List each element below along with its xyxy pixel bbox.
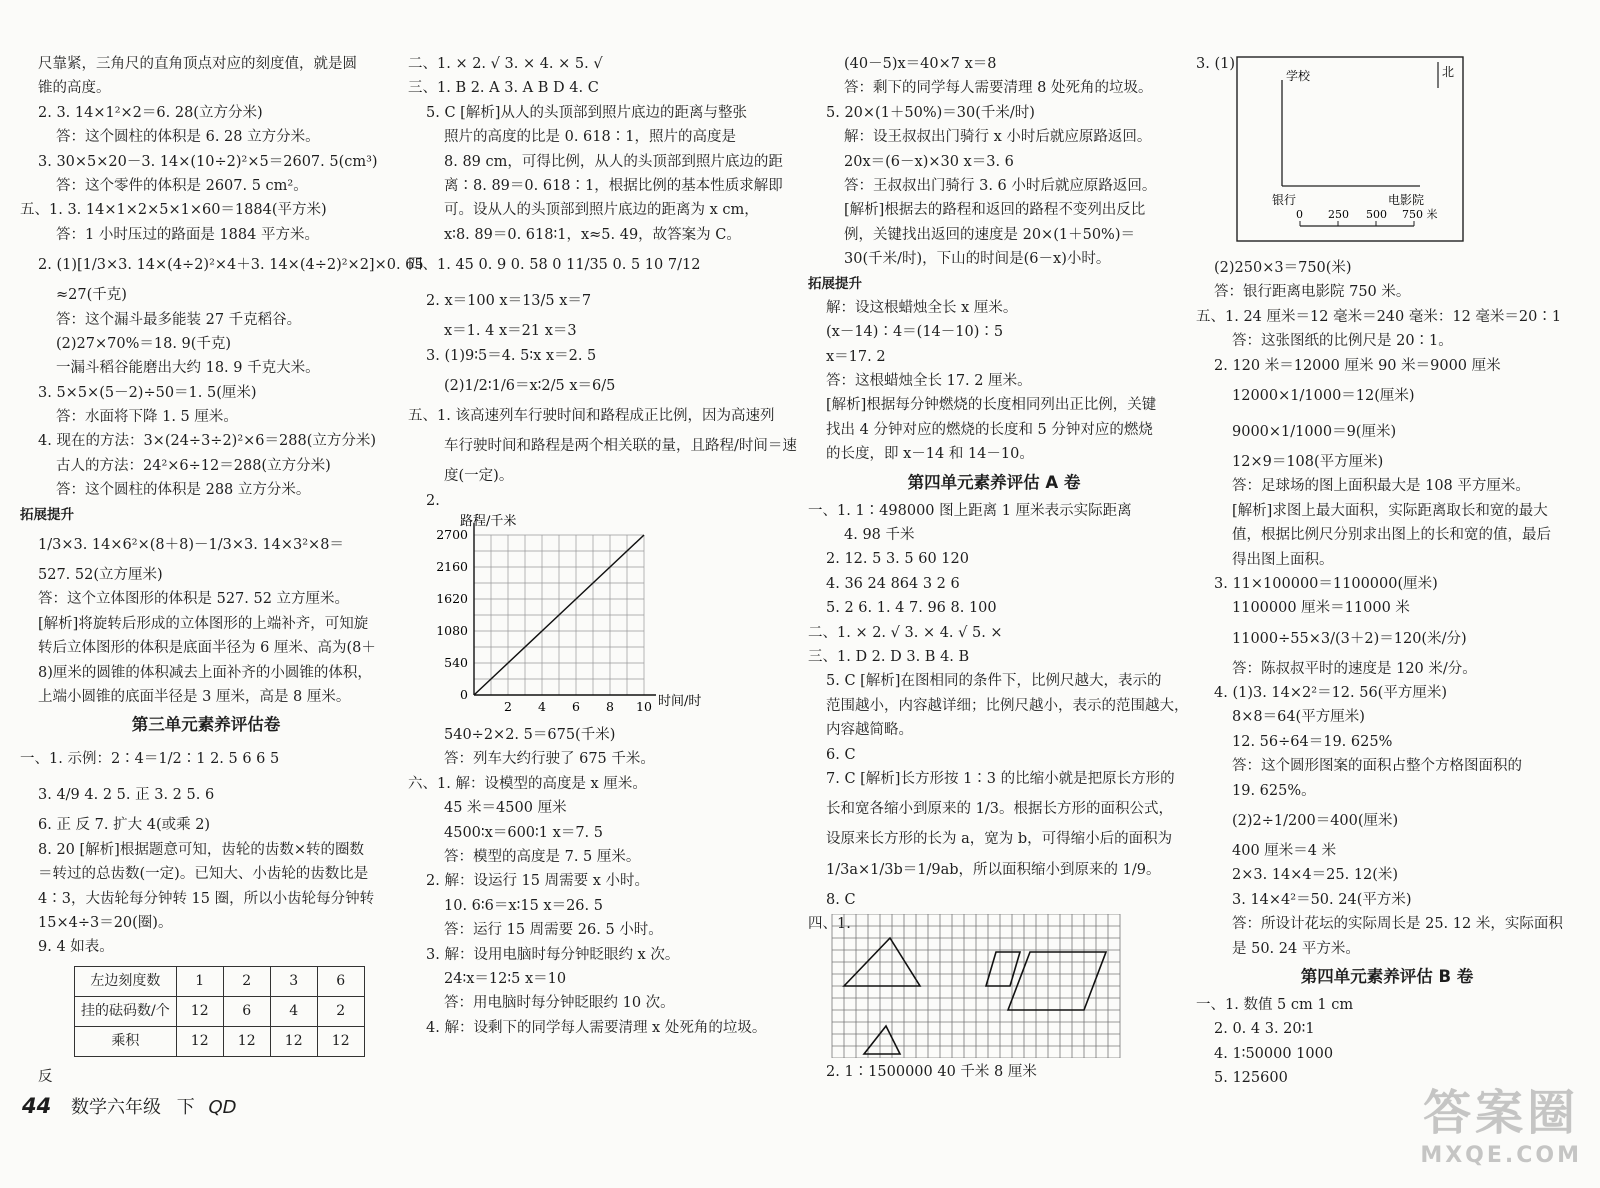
- text-line: 45 米＝4500 厘米: [444, 800, 567, 817]
- text-line: 尺靠紧，三角尺的直角顶点对应的刻度值，就是圆: [38, 56, 357, 72]
- parallelogram-small: [986, 952, 1020, 986]
- text-line: 2. x＝100 x＝13/5 x＝7: [426, 293, 592, 310]
- chart-marks: [436, 523, 656, 714]
- text-line: 12×9＝108(平方厘米): [1232, 453, 1384, 470]
- y-tick-label: 1620: [436, 591, 468, 607]
- table-cell: 2: [317, 996, 364, 1026]
- book-edition: QD: [208, 1097, 237, 1118]
- text-line: 15×4÷3＝20(圈)。: [38, 914, 173, 931]
- analysis-line: 值，根据比例尺分别求出图上的长和宽的值，最后: [1232, 527, 1551, 544]
- table-row: [75, 1026, 365, 1056]
- text-line: 4. (1)3. 14×2²＝12. 56(平方厘米): [1214, 685, 1447, 702]
- text-line: 解：设王叔叔出门骑行 x 小时后就应原路返回。: [844, 129, 1152, 146]
- analysis-line: 8)厘米的圆锥的体积减去上面补齐的小圆锥的体积，: [38, 664, 372, 681]
- text-line: 3. 5×5×(5－2)÷50＝1. 5(厘米): [38, 384, 257, 401]
- text-line: 答：水面将下降 1. 5 厘米。: [56, 409, 238, 426]
- text-line: 1/3×3. 14×6²×(8＋8)－1/3×3. 14×3²×8＝: [38, 537, 344, 554]
- text-line: (x－14)∶4＝(14－10)∶5: [826, 324, 1004, 341]
- text-line: 答：这个圆柱的体积是 288 立方分米。: [56, 482, 311, 499]
- text-line: 车行驶时间和路程是两个相关联的量，且路程/时间＝速: [444, 438, 797, 455]
- section-title: 第三单元素养评估卷: [131, 715, 281, 735]
- analysis-line: 可。设从人的头顶部到照片底边的距离为 x cm，: [444, 202, 759, 219]
- analysis-line: 范围越小，内容越详细；比例尺越小，表示的范围越大，: [826, 697, 1189, 714]
- map-school: 学校: [1286, 69, 1311, 83]
- text-line: 度(一定)。: [444, 468, 514, 485]
- table-cell: 12: [270, 1026, 317, 1056]
- y-tick-label: 1080: [436, 623, 468, 639]
- map-bank: 银行: [1272, 193, 1297, 207]
- text-line: 答：这个圆柱的体积是 6. 28 立方分米。: [56, 129, 320, 146]
- analysis-line: 照片的高度的比是 0. 618∶1，照片的高度是: [444, 129, 736, 146]
- text-line: 2. 解：设运行 15 周需要 x 小时。: [426, 873, 650, 890]
- chart-ylabel: 路程/千米: [460, 514, 517, 530]
- chart-xlabel: 时间/时: [658, 694, 702, 710]
- table-cell: 6: [223, 996, 270, 1026]
- text-line: 五、1. 该高速列车行驶时间和路程成正比例，因为高速列: [408, 407, 775, 424]
- text-line: 一漏斗稻谷能磨出大约 18. 9 千克大米。: [56, 360, 320, 377]
- text-line: 2. 120 米＝12000 厘米 90 米＝9000 厘米: [1214, 357, 1501, 374]
- text-line: 8. 20 [解析]根据题意可知，齿轮的齿数×转的圈数: [38, 841, 364, 858]
- text-line: 8×8＝64(平方厘米): [1232, 709, 1365, 726]
- analysis-line: 上端小圆锥的底面半径是 3 厘米，高是 8 厘米。: [38, 688, 351, 705]
- analysis-line: 长和宽各缩小到原来的 1/3。根据长方形的面积公式，: [826, 801, 1173, 818]
- analysis-line: 8. 89 cm，可得比例，从人的头顶部到照片底边的距: [444, 153, 783, 170]
- analysis-line: 1/3a×1/3b＝1/9ab，所以面积缩小到原来的 1/9。: [826, 861, 1161, 878]
- parallelogram-large: [1008, 952, 1106, 1010]
- text-line: 5. 125600: [1214, 1070, 1288, 1087]
- y-tick-label: 540: [444, 655, 468, 671]
- grid-drawing: [828, 914, 1128, 1058]
- text-line: 2. 12. 5 3. 5 60 120: [826, 551, 969, 568]
- page-number: 44: [22, 1094, 52, 1118]
- text-line: 3. 14×4²＝50. 24(平方米): [1232, 891, 1412, 908]
- text-line: 6. C: [826, 746, 856, 763]
- text-line: 10. 6∶6＝x∶15 x＝26. 5: [444, 897, 603, 914]
- x-tick-label: 2: [504, 699, 512, 715]
- text-line: 3. 4/9 4. 2 5. 正 3. 2 5. 6: [38, 787, 215, 804]
- book-title: 数学六年级: [70, 1097, 161, 1118]
- section-title: 第四单元素养评估 B 卷: [1300, 966, 1474, 986]
- text-line: 4500∶x＝600∶1 x＝7. 5: [444, 824, 603, 841]
- column-4: [1196, 52, 1578, 1091]
- text-line: 答：陈叔叔平时的速度是 120 米/分。: [1232, 660, 1477, 677]
- watermark-site: MXQE.COM: [1420, 1143, 1582, 1168]
- text-line: 三、1. D 2. D 3. B 4. B: [808, 648, 970, 665]
- analysis-line: 例，关键找出返回的速度是 20×(1＋50%)＝: [844, 226, 1135, 243]
- text-line: 24∶x＝12∶5 x＝10: [444, 970, 567, 987]
- text-line: 四、1.: [808, 916, 851, 933]
- text-line: 答：这个漏斗最多能装 27 千克稻谷。: [56, 311, 302, 328]
- text-line: 二、1. × 2. √ 3. × 4. √ 5. ×: [808, 624, 1003, 641]
- text-line: 20x＝(6－x)×30 x＝3. 6: [844, 153, 1014, 170]
- text-line: 4∶3，大齿轮每分钟转 15 圈，所以小齿轮每分钟转: [38, 890, 375, 907]
- text-line: 2. 3. 14×1²×2＝6. 28(立方分米): [38, 104, 263, 121]
- text-line: 古人的方法：24²×6÷12＝288(立方分米): [56, 457, 331, 474]
- text-line: 五、1. 3. 14×1×2×5×1×60＝1884(平方米): [20, 202, 327, 219]
- text-line: 3. 解：设用电脑时每分钟眨眼约 x 次。: [426, 946, 680, 963]
- table-cell: 3: [270, 966, 317, 996]
- map-block: [1196, 52, 1578, 256]
- analysis-line: 30(千米/时)，下山的时间是(6－x)小时。: [844, 251, 1111, 268]
- text-line: 答：剩下的同学每人需要清理 8 处死角的垃圾。: [844, 80, 1153, 97]
- text-line: 四、1. 45 0. 9 0. 58 0 11/35 0. 5 10 7/12: [408, 257, 701, 274]
- text-line: 一、1. 数值 5 cm 1 cm: [1196, 996, 1354, 1013]
- section-title: 第四单元素养评估 A 卷: [907, 472, 1081, 492]
- x-tick-label: 10: [636, 699, 652, 715]
- text-line: 4. 现在的方法：3×(24÷3÷2)²×6＝288(立方分米): [38, 433, 377, 450]
- text-line: 7. C [解析]长方形按 1∶3 的比缩小就是把原长方形的: [826, 770, 1175, 787]
- text-line: 锥的高度。: [38, 80, 111, 97]
- location-map: [1236, 56, 1576, 256]
- watermark-main: 答案圈: [1423, 1085, 1580, 1141]
- text-line: 4. 36 24 864 3 2 6: [826, 575, 960, 592]
- analysis-line: 设原来长方形的长为 a，宽为 b，可得缩小后的面积为: [826, 831, 1173, 848]
- analysis-line: 离∶8. 89＝0. 618∶1，根据比例的基本性质求解即: [444, 177, 783, 194]
- text-line: 五、1. 24 厘米＝12 毫米＝240 毫米：12 毫米＝20∶1: [1196, 308, 1562, 325]
- scale-label: 750 米: [1402, 208, 1438, 221]
- text-line: 答：这个立体图形的体积是 527. 52 立方厘米。: [38, 591, 350, 608]
- text-line: 4. 98 千米: [844, 527, 915, 544]
- text-line: (2)27×70%＝18. 9(千克): [56, 335, 232, 352]
- text-line: (2)250×3＝750(米): [1214, 260, 1352, 276]
- text-line: 9. 4 如表。: [38, 939, 114, 956]
- x-tick-label: 8: [606, 699, 614, 715]
- x-tick-label: 6: [572, 699, 580, 715]
- distance-time-chart: [426, 513, 726, 723]
- text-line: 5. C [解析]在图相同的条件下，比例尺越大，表示的: [826, 673, 1162, 690]
- grid-figure-block: [808, 912, 1180, 1060]
- column-2: [408, 52, 797, 1040]
- analysis-line: 内容越简略。: [826, 722, 913, 739]
- text-line: 3. 30×5×20－3. 14×(10÷2)²×5＝2607. 5(cm³): [38, 153, 378, 170]
- text-line: 答：足球场的图上面积最大是 108 平方厘米。: [1232, 478, 1530, 495]
- text-line: 一、1. 示例：2∶4＝1/2∶1 2. 5 6 6 5: [20, 751, 280, 768]
- table-cell: 1: [176, 966, 223, 996]
- table-cell: 4: [270, 996, 317, 1026]
- text-line: 4. 1∶50000 1000: [1214, 1045, 1334, 1062]
- table-cell: 12: [176, 996, 223, 1026]
- page-footer: [22, 1093, 236, 1119]
- text-line: 4. 解：设剩下的同学每人需要清理 x 处死角的垃圾。: [426, 1019, 767, 1036]
- text-line: ＝转过的总齿数(一定)。已知大、小齿轮的齿数比是: [38, 866, 369, 883]
- column-1: [20, 52, 424, 1089]
- text-line: 三、1. B 2. A 3. A B D 4. C: [408, 80, 599, 97]
- text-line: 2×3. 14×4＝25. 12(米): [1232, 867, 1399, 884]
- text-line: 答：所设计花坛的实际周长是 25. 12 米，实际面积: [1232, 916, 1563, 933]
- text-line: 12. 56÷64＝19. 625%: [1232, 733, 1393, 750]
- analysis-line: [解析]求图上最大面积，实际距离取长和宽的最大: [1232, 502, 1548, 519]
- text-line: 2. 1∶1500000 40 千米 8 厘米: [826, 1064, 1037, 1081]
- text-line: 答：银行距离电影院 750 米。: [1214, 284, 1411, 301]
- table-cell: 2: [223, 966, 270, 996]
- table-row: [75, 996, 365, 1026]
- text-line: 3. 11×100000＝1100000(厘米): [1214, 575, 1438, 592]
- text-line: 六、1. 解：设模型的高度是 x 厘米。: [408, 775, 647, 792]
- text-line: 3. (1): [1196, 56, 1235, 72]
- analysis-line: 转后立体图形的体积是底面半径为 6 厘米、高为(8＋: [38, 640, 376, 657]
- analysis-line: [解析]根据每分钟燃烧的长度相同列出正比例，关键: [826, 397, 1157, 414]
- text-line: (2)2÷1/200＝400(厘米): [1232, 813, 1399, 830]
- analysis-line: 的长度，即 x－14 和 14－10。: [826, 446, 1034, 463]
- table-cell: 12: [223, 1026, 270, 1056]
- text-line: 答：王叔叔出门骑行 3. 6 小时后就应原路返回。: [844, 177, 1157, 194]
- book-volume: 下: [176, 1097, 195, 1118]
- text-line: 3. (1)9∶5＝4. 5∶x x＝2. 5: [426, 347, 597, 364]
- text-line: 答：用电脑时每分钟眨眼约 10 次。: [444, 995, 675, 1012]
- map-north: 北: [1442, 65, 1455, 79]
- text-line: 答：这张图纸的比例尺是 20∶1。: [1232, 333, 1453, 350]
- text-line: 540÷2×2. 5＝675(千米): [444, 727, 616, 744]
- analysis-line: x∶8. 89＝0. 618∶1，x≈5. 49，故答案为 C。: [444, 226, 741, 243]
- analysis-line: [解析]将旋转后形成的立体图形的上端补齐，可知旋: [38, 615, 369, 632]
- table-cell: 左边刻度数: [75, 966, 177, 996]
- scale-label: 250: [1328, 208, 1349, 221]
- text-line: 527. 52(立方厘米): [38, 567, 163, 584]
- text-line: 5. 20×(1＋50%)＝30(千米/时): [826, 104, 1035, 121]
- text-line: 是 50. 24 平方米。: [1232, 940, 1360, 957]
- text-line: 答：列车大约行驶了 675 千米。: [444, 751, 655, 768]
- text-line: 2. 0. 4 3. 20∶1: [1214, 1021, 1315, 1038]
- text-line: ≈27(千克): [56, 287, 127, 304]
- text-line: 2.: [426, 492, 440, 509]
- column-3: [808, 52, 1189, 1085]
- text-line: 11000÷55×3/(3＋2)＝120(米/分): [1232, 630, 1467, 647]
- section-subheading: 拓展提升: [808, 275, 862, 292]
- watermark-logo: [1420, 1074, 1582, 1168]
- text-line: 反: [38, 1068, 53, 1085]
- map-cinema: 电影院: [1388, 193, 1425, 207]
- section-subheading: 拓展提升: [20, 506, 74, 523]
- analysis-line: [解析]根据去的路程和返回的路程不变列出反比: [844, 202, 1146, 219]
- text-line: 19. 625%。: [1232, 782, 1316, 799]
- x-tick-label: 4: [538, 699, 546, 715]
- text-line: 答：这个圆形图案的面积占整个方格图面积的: [1232, 758, 1522, 775]
- y-tick-label: 2160: [436, 559, 468, 575]
- text-line: 1100000 厘米＝11000 米: [1232, 600, 1410, 617]
- y-tick-label: 0: [460, 687, 468, 703]
- text-line: 答：运行 15 周需要 26. 5 小时。: [444, 922, 663, 939]
- analysis-line: 找出 4 分钟对应的燃烧的长度和 5 分钟对应的燃烧: [826, 421, 1153, 438]
- text-line: 二、1. × 2. √ 3. × 4. × 5. √: [408, 56, 603, 72]
- text-line: 9000×1/1000＝9(厘米): [1232, 423, 1397, 440]
- text-line: 5. C [解析]从人的头顶部到照片底边的距离与整张: [426, 104, 747, 121]
- table-cell: 挂的砝码数/个: [75, 996, 177, 1026]
- text-line: (40－5)x＝40×7 x＝8: [844, 56, 997, 72]
- table-cell: 12: [317, 1026, 364, 1056]
- text-line: 6. 正 反 7. 扩大 4(或乘 2): [38, 817, 211, 834]
- text-line: 答：模型的高度是 7. 5 厘米。: [444, 849, 641, 866]
- table-cell: 6: [317, 966, 364, 996]
- text-line: 解：设这根蜡烛全长 x 厘米。: [826, 299, 1018, 316]
- text-line: 2. (1)[1/3×3. 14×(4÷2)²×4＋3. 14×(4÷2)²×2]×0. 65: [38, 257, 424, 274]
- table-cell: 乘积: [75, 1026, 177, 1056]
- y-tick-label: 2700: [436, 527, 468, 543]
- text-line: 答：这个零件的体积是 2607. 5 cm²。: [56, 177, 308, 194]
- data-table: [74, 966, 365, 1057]
- text-line: (2)1/2∶1/6＝x∶2/5 x＝6/5: [444, 377, 616, 394]
- text-line: 8. C: [826, 891, 856, 908]
- text-line: 一、1. 1∶498000 图上距离 1 厘米表示实际距离: [808, 502, 1132, 519]
- table-cell: 12: [176, 1026, 223, 1056]
- scale-label: 500: [1366, 208, 1387, 221]
- text-line: x＝17. 2: [826, 348, 886, 365]
- table-row: [75, 966, 365, 996]
- text-line: 答：这根蜡烛全长 17. 2 厘米。: [826, 373, 1032, 390]
- scale-label: 0: [1296, 208, 1303, 221]
- text-line: x＝1. 4 x＝21 x＝3: [444, 323, 577, 340]
- text-line: 答：1 小时压过的路面是 1884 平方米。: [56, 226, 319, 243]
- text-line: 400 厘米＝4 米: [1232, 843, 1337, 860]
- text-line: 12000×1/1000＝12(厘米): [1232, 387, 1415, 404]
- analysis-line: 得出图上面积。: [1232, 551, 1334, 568]
- text-line: 5. 2 6. 1. 4 7. 96 8. 100: [826, 600, 997, 617]
- triangle-small: [864, 1026, 900, 1054]
